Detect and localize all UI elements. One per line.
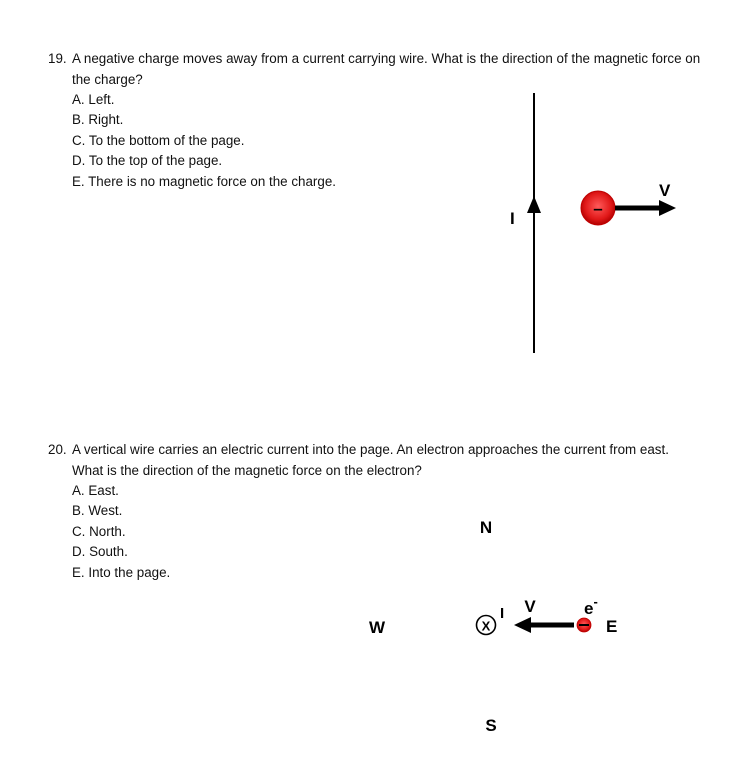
west-label: W <box>368 618 386 637</box>
current-arrow-up-icon <box>527 196 541 213</box>
question-number: 19. <box>48 51 67 66</box>
figure-19 <box>510 93 676 353</box>
velocity-label: V <box>659 181 671 200</box>
velocity-arrow-right-icon <box>659 200 676 216</box>
option-a: A. Left. <box>72 92 115 107</box>
option-b: B. West. <box>72 503 123 518</box>
south-label: S <box>485 716 497 735</box>
option-c: C. To the bottom of the page. <box>72 133 245 148</box>
option-d: D. To the top of the page. <box>72 153 223 168</box>
north-label: N <box>479 518 493 537</box>
electron-superscript: - <box>593 594 598 609</box>
question-text: A negative charge moves away from a current carrying wire. What is the direction of the magnetic force on the charge? <box>72 51 701 87</box>
electron-letter: e <box>584 599 594 618</box>
option-d: D. South. <box>72 544 128 559</box>
velocity-label: V <box>524 597 536 616</box>
option-b: B. Right. <box>72 112 124 127</box>
velocity-arrow-left-icon <box>514 617 531 633</box>
charge-sign: – <box>593 199 603 218</box>
option-a: A. East. <box>72 483 119 498</box>
current-label: I <box>500 605 505 622</box>
east-label: E <box>606 617 618 636</box>
electron-label <box>584 594 598 618</box>
option-e: E. There is no magnetic force on the charge. <box>72 174 336 189</box>
option-e: E. Into the page. <box>72 565 171 580</box>
question-number: 20. <box>48 442 67 457</box>
figure-20 <box>369 518 617 735</box>
option-c: C. North. <box>72 524 126 539</box>
question-text: A vertical wire carries an electric current into the page. An electron approaches the current from east. What is the direction of the magnetic force on the electron? <box>72 442 669 478</box>
current-label: I <box>510 209 515 228</box>
current-into-page-symbol: X <box>481 618 491 634</box>
